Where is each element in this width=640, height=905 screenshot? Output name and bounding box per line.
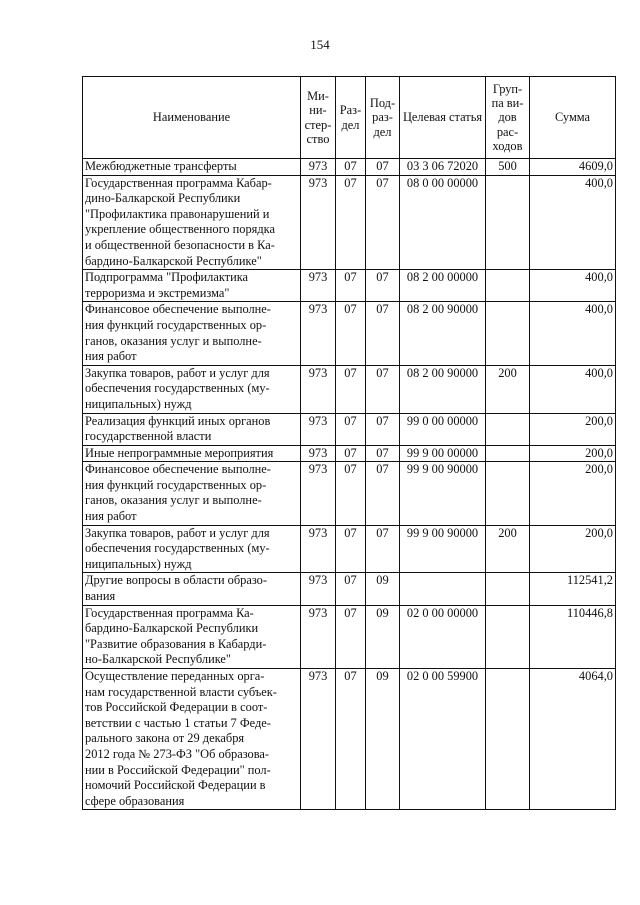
table-row [83, 605, 616, 668]
cell-name: Осуществление переданных орга- нам государственной власти субъек- тов Российской Федерации в соот- ветствии с частью 1 статьи 7 Феде- рального закона от 29 декабря 2012 года № 273-ФЗ "Об образова- нии в Российской Федерации" пол- номочий Российской Федерации в сфере образования [83, 669, 301, 810]
table-header-row [83, 77, 616, 159]
table-row [83, 525, 616, 573]
cell-ministry: 973 [301, 525, 336, 573]
table-row [83, 159, 616, 176]
cell-subsection: 07 [366, 302, 400, 365]
cell-ministry: 973 [301, 573, 336, 605]
cell-target: 08 2 00 00000 [400, 270, 486, 302]
cell-ministry: 973 [301, 462, 336, 525]
table-row [83, 270, 616, 302]
cell-name: Государственная программа Кабар- дино-Балкарской Республики "Профилактика правонарушений и укрепление общественного порядка и общественной безопасности в Ка- бардино-Балкарской Республике" [83, 175, 301, 270]
cell-subsection: 07 [366, 270, 400, 302]
cell-ministry: 973 [301, 365, 336, 413]
cell-subsection: 07 [366, 525, 400, 573]
header-name: Наименование [83, 77, 301, 159]
cell-target: 02 0 00 00000 [400, 605, 486, 668]
cell-amount: 200,0 [530, 413, 616, 445]
cell-section: 07 [336, 270, 366, 302]
cell-target: 08 0 00 00000 [400, 175, 486, 270]
cell-section: 07 [336, 445, 366, 462]
cell-amount: 400,0 [530, 270, 616, 302]
cell-expense-group: 200 [486, 365, 530, 413]
cell-name: Подпрограмма "Профилактика терроризма и экстремизма" [83, 270, 301, 302]
table-row [83, 175, 616, 270]
cell-name: Финансовое обеспечение выполне- ния функций государственных ор- ганов, оказания услуг и выполне- ния работ [83, 302, 301, 365]
cell-ministry: 973 [301, 270, 336, 302]
cell-amount: 200,0 [530, 445, 616, 462]
cell-target: 99 9 00 90000 [400, 525, 486, 573]
cell-expense-group [486, 462, 530, 525]
header-section: Раз- дел [336, 77, 366, 159]
cell-target: 08 2 00 90000 [400, 302, 486, 365]
cell-name: Закупка товаров, работ и услуг для обеспечения государственных (му- ниципальных) нужд [83, 525, 301, 573]
cell-name: Реализация функций иных органов государственной власти [83, 413, 301, 445]
cell-expense-group [486, 413, 530, 445]
cell-subsection: 09 [366, 573, 400, 605]
table-row [83, 365, 616, 413]
budget-table [82, 76, 616, 810]
cell-ministry: 973 [301, 669, 336, 810]
table-row [83, 573, 616, 605]
cell-subsection: 07 [366, 445, 400, 462]
cell-subsection: 09 [366, 605, 400, 668]
table-row [83, 669, 616, 810]
cell-target: 99 0 00 00000 [400, 413, 486, 445]
cell-target: 99 9 00 00000 [400, 445, 486, 462]
cell-expense-group: 200 [486, 525, 530, 573]
cell-expense-group [486, 445, 530, 462]
cell-name: Межбюджетные трансферты [83, 159, 301, 176]
cell-subsection: 07 [366, 175, 400, 270]
cell-subsection: 07 [366, 413, 400, 445]
cell-subsection: 09 [366, 669, 400, 810]
cell-name: Иные непрограммные мероприятия [83, 445, 301, 462]
cell-target [400, 573, 486, 605]
cell-section: 07 [336, 365, 366, 413]
cell-section: 07 [336, 669, 366, 810]
cell-subsection: 07 [366, 462, 400, 525]
cell-ministry: 973 [301, 175, 336, 270]
cell-section: 07 [336, 175, 366, 270]
cell-name: Закупка товаров, работ и услуг для обеспечения государственных (му- ниципальных) нужд [83, 365, 301, 413]
cell-target: 02 0 00 59900 [400, 669, 486, 810]
cell-expense-group [486, 669, 530, 810]
cell-ministry: 973 [301, 302, 336, 365]
cell-amount: 4064,0 [530, 669, 616, 810]
cell-section: 07 [336, 525, 366, 573]
cell-section: 07 [336, 159, 366, 176]
cell-target: 03 3 06 72020 [400, 159, 486, 176]
cell-expense-group [486, 605, 530, 668]
cell-expense-group [486, 270, 530, 302]
cell-amount: 200,0 [530, 525, 616, 573]
cell-amount: 112541,2 [530, 573, 616, 605]
cell-name: Другие вопросы в области образо- вания [83, 573, 301, 605]
page-number: 154 [310, 37, 330, 52]
cell-expense-group [486, 175, 530, 270]
header-expense-group: Груп- па ви- дов рас- ходов [486, 77, 530, 159]
cell-expense-group [486, 573, 530, 605]
cell-ministry: 973 [301, 413, 336, 445]
cell-ministry: 973 [301, 159, 336, 176]
cell-name: Финансовое обеспечение выполне- ния функций государственных ор- ганов, оказания услуг и выполне- ния работ [83, 462, 301, 525]
cell-target: 99 9 00 90000 [400, 462, 486, 525]
cell-amount: 200,0 [530, 462, 616, 525]
cell-amount: 400,0 [530, 302, 616, 365]
cell-section: 07 [336, 413, 366, 445]
cell-section: 07 [336, 462, 366, 525]
table-row [83, 413, 616, 445]
cell-ministry: 973 [301, 605, 336, 668]
cell-amount: 400,0 [530, 365, 616, 413]
header-target: Целевая статья [400, 77, 486, 159]
cell-section: 07 [336, 573, 366, 605]
cell-target: 08 2 00 90000 [400, 365, 486, 413]
header-subsection: Под- раз- дел [366, 77, 400, 159]
cell-expense-group [486, 302, 530, 365]
cell-amount: 400,0 [530, 175, 616, 270]
cell-ministry: 973 [301, 445, 336, 462]
cell-subsection: 07 [366, 159, 400, 176]
cell-amount: 110446,8 [530, 605, 616, 668]
header-ministry: Ми- ни- стер- ство [301, 77, 336, 159]
table-row [83, 445, 616, 462]
cell-section: 07 [336, 605, 366, 668]
table-row [83, 462, 616, 525]
cell-name: Государственная программа Ка- бардино-Балкарской Республики "Развитие образования в Кабарди- но-Балкарской Республике" [83, 605, 301, 668]
cell-expense-group: 500 [486, 159, 530, 176]
cell-subsection: 07 [366, 365, 400, 413]
header-amount: Сумма [530, 77, 616, 159]
cell-amount: 4609,0 [530, 159, 616, 176]
cell-section: 07 [336, 302, 366, 365]
table-row [83, 302, 616, 365]
